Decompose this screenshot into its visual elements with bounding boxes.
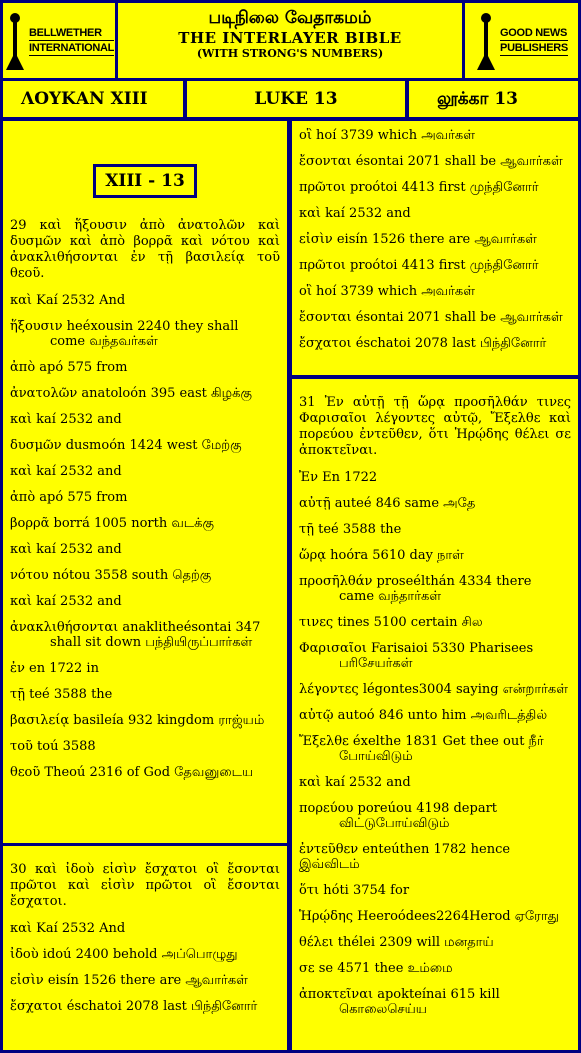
verse-30-continued-word-list xyxy=(299,128,571,351)
word-entry-line: ἐν en 1722 in xyxy=(10,661,99,676)
word-entry xyxy=(299,548,571,563)
word-entry-line: τῇ teé 3588 the xyxy=(10,687,113,702)
word-entry xyxy=(299,470,571,485)
word-entry xyxy=(10,999,280,1014)
good-news-sheep-icon xyxy=(475,12,497,70)
word-entry xyxy=(299,258,571,273)
word-entry-gloss: came வந்தார்கள் xyxy=(339,589,442,604)
verse-30-text: 30 καὶ ἰδοὺ εἰσὶν ἔσχατοι οἳ ἔσονται πρῶτοι καὶ εἰσὶν πρῶτοι οἳ ἔσονται ἔσχατοι. xyxy=(10,862,280,909)
verse-31-word-list xyxy=(299,470,571,1017)
word-entry-line: καὶ kaí 2532 and xyxy=(10,542,122,557)
verse-29-panel xyxy=(3,121,287,843)
word-entry-gloss: கொலைசெய்ய xyxy=(339,1002,427,1017)
word-entry xyxy=(299,775,571,790)
word-entry-line: σε se 4571 thee உம்மை xyxy=(299,961,453,976)
word-entry xyxy=(299,180,571,195)
word-entry-line: ἀπὸ apó 575 from xyxy=(10,360,128,375)
word-entry-line: καὶ kaí 2532 and xyxy=(10,412,122,427)
word-entry-line: ἀνακλιθήσονται anaklitheésontai 347 xyxy=(10,620,261,635)
word-entry-line: ἔσχατοι éschatoi 2078 last பிந்தினோர் xyxy=(299,336,547,351)
word-entry xyxy=(299,310,571,325)
word-entry-line: Ἡρῴδης Heeroódees2264Herod ஏரோது xyxy=(299,909,559,924)
word-entry-line: πρῶτοι proótoi 4413 first முந்தினோர் xyxy=(299,258,539,273)
word-entry xyxy=(299,734,571,764)
word-entry xyxy=(10,568,280,583)
word-entry-line: Ἐν En 1722 xyxy=(299,470,378,485)
word-entry xyxy=(10,490,280,505)
word-entry xyxy=(299,522,571,537)
word-entry xyxy=(299,496,571,511)
word-entry-line: ἔσονται ésontai 2071 shall be ஆவார்கள் xyxy=(299,154,563,169)
word-entry-line: ἀπὸ apó 575 from xyxy=(10,490,128,505)
word-entry xyxy=(10,516,280,531)
word-entry xyxy=(299,154,571,169)
word-entry xyxy=(10,973,280,988)
word-entry xyxy=(299,641,571,671)
word-entry xyxy=(10,542,280,557)
word-entry-line: θέλει thélei 2309 will மனதாய் xyxy=(299,935,494,950)
word-entry-gloss: shall sit down பந்தியிருப்பார்கள் xyxy=(50,635,253,650)
word-entry xyxy=(299,801,571,831)
word-entry xyxy=(299,682,571,697)
word-entry-line: νότου nótou 3558 south தெற்கு xyxy=(10,568,212,583)
word-entry-line: οἳ hoí 3739 which அவர்கள் xyxy=(299,128,475,143)
word-entry-line: καὶ kaí 2532 and xyxy=(299,775,411,790)
word-entry xyxy=(10,412,280,427)
word-entry xyxy=(299,336,571,351)
verse-31-panel xyxy=(292,379,578,1050)
word-entry-line: ἀποκτεῖναι apokteínai 615 kill xyxy=(299,987,500,1002)
word-entry-line: ἀνατολῶν anatoloón 395 east கிழக்கு xyxy=(10,386,252,401)
word-entry-line: Φαρισαῖοι Farisaioi 5330 Pharisees xyxy=(299,641,534,656)
word-entry xyxy=(299,284,571,299)
word-entry-line: προσῆλθάν proseélthán 4334 there xyxy=(299,574,532,589)
word-entry-line: εἰσὶν eisín 1526 there are ஆவார்கள் xyxy=(10,973,248,988)
word-entry-line: καὶ kaí 2532 and xyxy=(10,594,122,609)
word-entry-line: οἳ hoí 3739 which அவர்கள் xyxy=(299,284,475,299)
word-entry-gloss: come வந்தவர்கள் xyxy=(50,334,158,349)
word-entry xyxy=(10,386,280,401)
word-entry xyxy=(10,921,280,936)
word-entry xyxy=(10,360,280,375)
word-entry xyxy=(299,206,571,221)
word-entry xyxy=(299,842,571,872)
word-entry-line: ἥξουσιν heéxousin 2240 they shall xyxy=(10,319,239,334)
book-english: LUKE 13 xyxy=(187,81,405,117)
verse-29-text: 29 καὶ ἥξουσιν ἀπὸ ἀνατολῶν καὶ δυσμῶν καὶ ἀπὸ βορρᾶ καὶ νότου καὶ ἀνακλιθήσονται ἐν τῇ βασιλείᾳ τοῦ θεοῦ. xyxy=(10,218,280,281)
book-tamil: லூக்கா 13 xyxy=(409,81,578,117)
word-entry-line: καὶ kaí 2532 and xyxy=(10,464,122,479)
title-sub: (WITH STRONG'S NUMBERS) xyxy=(196,47,384,60)
word-entry-line: ὥρᾳ hoóra 5610 day நாள் xyxy=(299,548,464,563)
word-entry xyxy=(299,232,571,247)
word-entry xyxy=(10,661,280,676)
word-entry-line: καὶ Kaí 2532 And xyxy=(10,921,126,936)
word-entry xyxy=(10,687,280,702)
word-entry xyxy=(10,713,280,728)
title-main: THE INTERLAYER BIBLE xyxy=(178,29,402,47)
word-entry xyxy=(299,987,571,1017)
word-entry-line: εἰσὶν eisín 1526 there are ஆவார்கள் xyxy=(299,232,537,247)
verse-30-panel xyxy=(3,846,287,1050)
word-entry-gloss: போய்விடும் xyxy=(339,749,413,764)
verse-29-word-list xyxy=(10,293,280,780)
verse-30-word-list xyxy=(10,921,280,1014)
word-entry xyxy=(10,947,280,962)
word-entry xyxy=(10,739,280,754)
bellwether-logo xyxy=(3,3,115,78)
word-entry xyxy=(299,883,571,898)
logo-line-2: PUBLISHERS xyxy=(500,41,568,54)
word-entry-line: αὐτῷ autoó 846 unto him அவரிடத்தில் xyxy=(299,708,548,723)
word-entry-line: πρῶτοι proótoi 4413 first முந்தினோர் xyxy=(299,180,539,195)
word-entry xyxy=(299,574,571,604)
word-entry xyxy=(10,594,280,609)
word-entry-line: ἔσονται ésontai 2071 shall be ஆவார்கள் xyxy=(299,310,563,325)
word-entry-line: καὶ kaí 2532 and xyxy=(299,206,411,221)
word-entry-line: λέγοντες légontes3004 saying என்றார்கள் xyxy=(299,682,568,697)
word-entry xyxy=(10,620,280,650)
word-entry-line: αὐτῇ auteé 846 same அதே xyxy=(299,496,476,511)
word-entry-line: δυσμῶν dusmoón 1424 west மேற்கு xyxy=(10,438,242,453)
word-entry-gloss: பரிசேயர்கள் xyxy=(339,656,413,671)
word-entry-line: βορρᾶ borrá 1005 north வடக்கு xyxy=(10,516,214,531)
logo-line-1: BELLWETHER xyxy=(29,26,114,41)
word-entry-line: ἐντεῦθεν enteúthen 1782 hence இவ்விடம் xyxy=(299,842,511,872)
word-entry-line: θεοῦ Theoú 2316 of God தேவனுடைய xyxy=(10,765,254,780)
title-block xyxy=(118,3,462,78)
logo-line-2: INTERNATIONAL xyxy=(28,41,115,54)
word-entry-line: τινες tines 5100 certain சில xyxy=(299,615,483,630)
good-news-logo xyxy=(465,3,578,78)
book-greek: ΛΟΥΚΑΝ XIII xyxy=(3,81,183,117)
word-entry-line: ἔσχατοι éschatoi 2078 last பிந்தினோர் xyxy=(10,999,258,1014)
word-entry xyxy=(10,464,280,479)
word-entry-line: ἰδοὺ idoú 2400 behold அப்பொழுது xyxy=(10,947,238,962)
word-entry xyxy=(10,293,280,308)
word-entry-line: Ἔξελθε éxelthe 1831 Get thee out நீர் xyxy=(299,734,544,749)
verse-31-text: 31 Ἐν αὐτῇ τῇ ὥρᾳ προσῆλθάν τινες Φαρισαῖοι λέγοντες αὐτῷ, Ἔξελθε καὶ πορεύου ἐντεῦθεν, ὅτι Ἡρῴδης θέλει σε ἀποκτεῖναι. xyxy=(299,395,571,458)
word-entry xyxy=(10,438,280,453)
chapter-badge: XIII - 13 xyxy=(93,164,197,198)
logo-line-1: GOOD NEWS xyxy=(500,26,568,39)
word-entry-line: καὶ Kaí 2532 And xyxy=(10,293,126,308)
verse-30-continued-panel xyxy=(292,121,578,375)
word-entry xyxy=(299,615,571,630)
word-entry xyxy=(10,765,280,780)
title-tamil: படிநிலை வேதாகமம் xyxy=(208,8,372,28)
word-entry-line: ὅτι hóti 3754 for xyxy=(299,883,410,898)
bellwether-sheep-icon xyxy=(4,12,26,70)
word-entry-line: τοῦ toú 3588 xyxy=(10,739,96,754)
word-entry-line: βασιλείᾳ basileía 932 kingdom ராஜ்யம் xyxy=(10,713,265,728)
word-entry-gloss: விட்டுபோய்விடும் xyxy=(339,816,450,831)
word-entry-line: τῇ teé 3588 the xyxy=(299,522,402,537)
word-entry xyxy=(299,128,571,143)
word-entry xyxy=(299,961,571,976)
word-entry-line: πορεύου poreúou 4198 depart xyxy=(299,801,498,816)
word-entry xyxy=(10,319,280,349)
word-entry xyxy=(299,708,571,723)
word-entry xyxy=(299,909,571,924)
word-entry xyxy=(299,935,571,950)
